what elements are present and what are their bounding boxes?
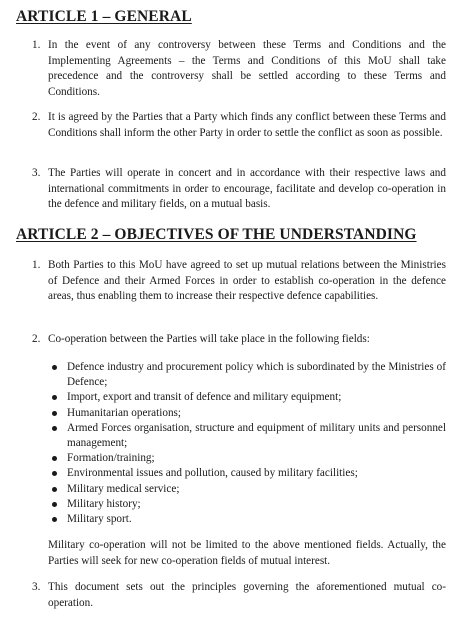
article-2-item-2-number: 2. [32, 333, 41, 345]
article-1-item-3-text: The Parties will operate in concert and in accordance with their respective laws and international commitments in order to encourage, facilitate and develop co-operation in the defence and military fields, on a mutual basis. [48, 167, 446, 210]
bullet-icon [52, 517, 57, 522]
article-2-item-1-text: Both Parties to this MoU have agreed to set up mutual relations between the Ministries of Defence and their Armed Forces in order to establish co-operation in the defence areas, thus enabling them to increase their respective defence capabilities. [48, 259, 446, 302]
article-1-heading: ARTICLE 1 – GENERAL [16, 8, 192, 25]
article-1-item-2-text: It is agreed by the Parties that a Party which finds any conflict between these Terms and Conditions shall inform the other Party in order to settle the conflict as soon as possible. [48, 111, 446, 139]
list-item: Humanitarian operations; [52, 406, 446, 421]
list-item: Defence industry and procurement policy which is subordinated by the Ministries of Defence; [52, 360, 446, 390]
list-item: Military history; [52, 497, 446, 512]
bullet-icon [52, 395, 57, 400]
article-2-item-3-number: 3. [32, 581, 41, 593]
list-item: Military sport. [52, 512, 446, 527]
list-item: Environmental issues and pollution, caused by military facilities; [52, 466, 446, 481]
list-item: Military medical service; [52, 482, 446, 497]
bullet-icon [52, 411, 57, 416]
bullet-icon [52, 471, 57, 476]
cooperation-fields-list [52, 360, 446, 527]
list-item: Import, export and transit of defence and military equipment; [52, 390, 446, 405]
article-1-item-2-number: 2. [32, 111, 41, 123]
bullet-icon [52, 456, 57, 461]
bullet-icon [52, 502, 57, 507]
article-2-item-3-text: This document sets out the principles governing the aforementioned mutual co-operation. [48, 581, 446, 609]
list-item: Armed Forces organisation, structure and equipment of military units and personnel management; [52, 421, 446, 451]
list-item: Formation/training; [52, 451, 446, 466]
article-1-item-1-number: 1. [32, 39, 41, 51]
bullet-icon [52, 487, 57, 492]
bullet-icon [52, 426, 57, 431]
article-2-closing-paragraph: Military co-operation will not be limited to the above mentioned fields. Actually, the Parties will seek for new co-operation fields of mutual interest. [48, 539, 446, 567]
article-1-item-3-number: 3. [32, 167, 41, 179]
article-2-heading: ARTICLE 2 – OBJECTIVES OF THE UNDERSTANDING [16, 226, 417, 243]
article-1-item-1-text: In the event of any controversy between these Terms and Conditions and the Implementing Agreements – the Terms and Conditions of this MoU shall take precedence and the controversy shall be settled according to these Terms and Conditions. [48, 39, 446, 98]
article-2-item-1-number: 1. [32, 259, 41, 271]
bullet-icon [52, 365, 57, 370]
article-2-item-2-text: Co-operation between the Parties will take place in the following fields: [48, 333, 370, 345]
